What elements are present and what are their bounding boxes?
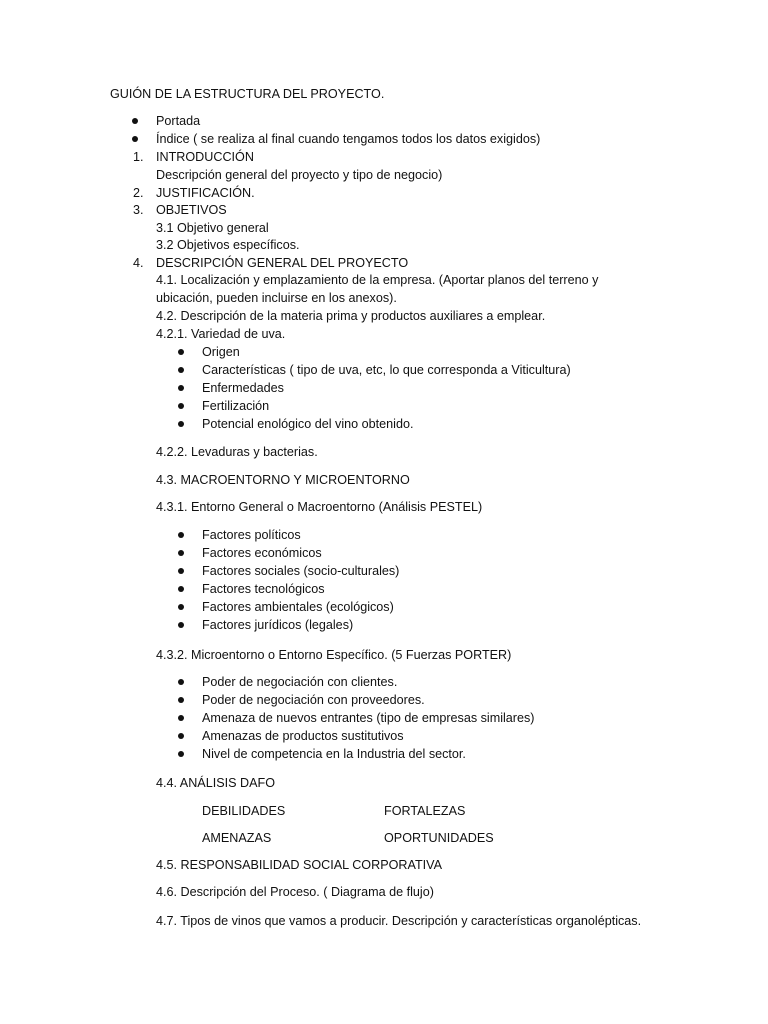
item-objetivo-general: 3.1 Objetivo general [156, 221, 269, 235]
number-1: 1. [133, 150, 144, 164]
section-4-2-2: 4.2.2. Levaduras y bacterias. [156, 445, 318, 459]
bullet-icon [178, 550, 184, 556]
dafo-amenazas: AMENAZAS [202, 831, 272, 845]
section-4-7: 4.7. Tipos de vinos que vamos a producir. Descripción y características organolépticas. [156, 914, 642, 928]
item-portada: Portada [156, 114, 201, 128]
bullet-icon [178, 751, 184, 757]
document-title: GUIÓN DE LA ESTRUCTURA DEL PROYECTO. [110, 87, 385, 101]
list-item-porter: Poder de negociación con clientes. [202, 675, 398, 689]
number-2: 2. [133, 186, 144, 200]
number-3: 3. [133, 203, 144, 217]
list-item-porter: Amenazas de productos sustitutivos [202, 729, 404, 743]
list-item-porter: Amenaza de nuevos entrantes (tipo de empresas similares) [202, 711, 535, 725]
list-item-uva: Origen [202, 345, 240, 359]
dafo-oportunidades: OPORTUNIDADES [384, 831, 494, 845]
item-justificacion: JUSTIFICACIÓN. [156, 186, 255, 200]
bullet-icon [178, 403, 184, 409]
bullet-icon [178, 715, 184, 721]
number-4: 4. [133, 256, 144, 270]
item-introduccion-desc: Descripción general del proyecto y tipo de negocio) [156, 168, 443, 182]
bullet-icon [178, 349, 184, 355]
bullet-icon [178, 697, 184, 703]
section-4-4: 4.4. ANÁLISIS DAFO [156, 776, 275, 790]
section-4-6: 4.6. Descripción del Proceso. ( Diagrama de flujo) [156, 885, 434, 899]
list-item-uva: Características ( tipo de uva, etc, lo que corresponda a Viticultura) [202, 363, 571, 377]
bullet-icon [132, 136, 138, 142]
bullet-icon [132, 118, 138, 124]
list-item-pestel: Factores ambientales (ecológicos) [202, 600, 394, 614]
bullet-icon [178, 532, 184, 538]
section-4-3: 4.3. MACROENTORNO Y MICROENTORNO [156, 473, 410, 487]
section-4-3-2: 4.3.2. Microentorno o Entorno Específico. (5 Fuerzas PORTER) [156, 648, 512, 662]
item-introduccion: INTRODUCCIÓN [156, 150, 254, 164]
bullet-icon [178, 679, 184, 685]
section-4-2-1: 4.2.1. Variedad de uva. [156, 327, 286, 341]
list-item-pestel: Factores jurídicos (legales) [202, 618, 354, 632]
list-item-pestel: Factores políticos [202, 528, 301, 542]
list-item-pestel: Factores sociales (socio-culturales) [202, 564, 400, 578]
bullet-icon [178, 421, 184, 427]
dafo-fortalezas: FORTALEZAS [384, 804, 466, 818]
item-indice: Índice ( se realiza al final cuando tengamos todos los datos exigidos) [156, 132, 541, 146]
bullet-icon [178, 604, 184, 610]
item-objetivos-especificos: 3.2 Objetivos específicos. [156, 238, 300, 252]
list-item-uva: Enfermedades [202, 381, 284, 395]
item-descripcion: DESCRIPCIÓN GENERAL DEL PROYECTO [156, 256, 409, 270]
bullet-icon [178, 568, 184, 574]
section-4-1-line-2: ubicación, pueden incluirse en los anexos). [156, 291, 397, 305]
section-4-3-1: 4.3.1. Entorno General o Macroentorno (Análisis PESTEL) [156, 500, 483, 514]
dafo-debilidades: DEBILIDADES [202, 804, 286, 818]
bullet-icon [178, 385, 184, 391]
list-item-pestel: Factores económicos [202, 546, 322, 560]
bullet-icon [178, 367, 184, 373]
item-objetivos: OBJETIVOS [156, 203, 227, 217]
section-4-5: 4.5. RESPONSABILIDAD SOCIAL CORPORATIVA [156, 858, 443, 872]
list-item-uva: Fertilización [202, 399, 270, 413]
list-item-porter: Poder de negociación con proveedores. [202, 693, 425, 707]
list-item-porter: Nivel de competencia en la Industria del sector. [202, 747, 466, 761]
section-4-1-line-1: 4.1. Localización y emplazamiento de la empresa. (Aportar planos del terreno y [156, 273, 599, 287]
list-item-uva: Potencial enológico del vino obtenido. [202, 417, 414, 431]
bullet-icon [178, 733, 184, 739]
section-4-2: 4.2. Descripción de la materia prima y productos auxiliares a emplear. [156, 309, 546, 323]
list-item-pestel: Factores tecnológicos [202, 582, 325, 596]
bullet-icon [178, 586, 184, 592]
bullet-icon [178, 622, 184, 628]
